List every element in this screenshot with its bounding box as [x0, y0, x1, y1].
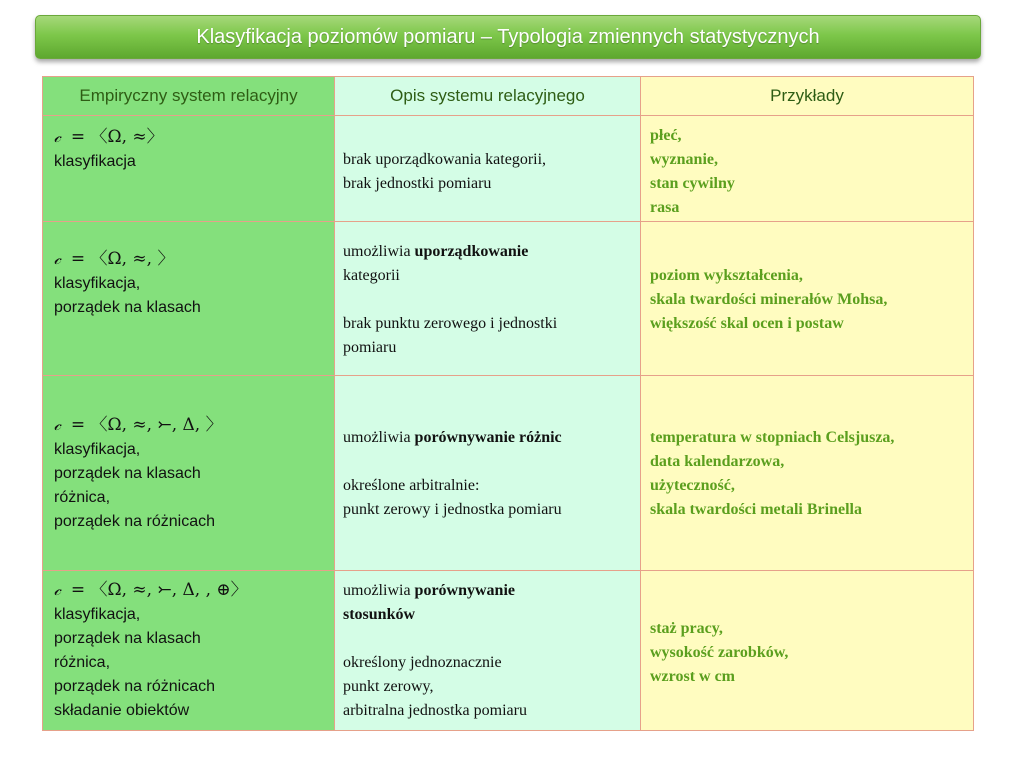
description-line: punkt zerowy i jednostka pomiaru [343, 501, 562, 518]
empirical-line: klasyfikacja, [54, 275, 141, 292]
header-description: Opis systemu relacyjnego [335, 77, 641, 116]
empirical-cell [43, 222, 335, 376]
examples-cell [641, 571, 974, 731]
example-item: staż pracy, [650, 620, 723, 637]
description-line: brak uporządkowania kategorii, [343, 151, 547, 168]
description-line: określone arbitralnie: [343, 477, 480, 494]
example-item: poziom wykształcenia, [650, 267, 803, 284]
empirical-line: różnica, [54, 654, 111, 671]
example-item: rasa [650, 199, 680, 216]
empirical-line: porządek na klasach [54, 465, 201, 482]
description-line: umożliwia uporządkowanie [343, 243, 529, 260]
slide-title: Klasyfikacja poziomów pomiaru – Typologia zmiennych statystycznych [196, 25, 820, 48]
description-cell [335, 376, 641, 571]
description-cell [335, 222, 641, 376]
empirical-line: klasyfikacja [54, 153, 136, 170]
empirical-line: porządek na klasach [54, 630, 201, 647]
empirical-line: porządek na różnicach [54, 513, 215, 530]
relational-system-formula: 𝒸 = 〈Ω, ≈, 〉 [54, 249, 175, 269]
table-row-ordinal [43, 222, 974, 376]
examples-cell [641, 376, 974, 571]
relational-system-formula: 𝒸 = 〈Ω, ≈, ⤚, Δ, 〉 [54, 415, 223, 435]
description-line: arbitralna jednostka pomiaru [343, 702, 527, 719]
empirical-line: porządek na klasach [54, 299, 201, 316]
empirical-cell [43, 376, 335, 571]
example-item: płeć, [650, 127, 682, 144]
measurement-levels-table [42, 76, 974, 731]
empirical-line: składanie obiektów [54, 702, 190, 719]
example-item: wysokość zarobków, [650, 644, 789, 661]
description-line: określony jednoznacznie [343, 654, 502, 671]
examples-cell [641, 222, 974, 376]
example-item: większość skal ocen i postaw [650, 315, 844, 332]
table-row-ratio [43, 571, 974, 731]
examples-cell [641, 116, 974, 222]
header-empirical-system: Empiryczny system relacyjny [43, 77, 335, 116]
empirical-cell [43, 116, 335, 222]
description-line: brak jednostki pomiaru [343, 175, 492, 192]
example-item: stan cywilny [650, 175, 735, 192]
slide-title-bar [35, 15, 981, 59]
empirical-line: klasyfikacja, [54, 606, 141, 623]
example-item: temperatura w stopniach Celsjusza, [650, 429, 895, 446]
description-line: brak punktu zerowego i jednostki [343, 315, 558, 332]
empirical-cell [43, 571, 335, 731]
description-line: umożliwia porównywanie różnic [343, 429, 562, 446]
description-line: umożliwia porównywanie [343, 582, 515, 599]
description-line: punkt zerowy, [343, 678, 434, 695]
example-item: skala twardości minerałów Mohsa, [650, 291, 888, 308]
description-cell [335, 571, 641, 731]
header-examples: Przykłady [641, 77, 974, 116]
example-item: skala twardości metali Brinella [650, 501, 862, 518]
table-row-nominal [43, 116, 974, 222]
description-cell [335, 116, 641, 222]
empirical-line: klasyfikacja, [54, 441, 141, 458]
description-line: stosunków [343, 606, 416, 623]
relational-system-formula: 𝒸 = 〈Ω, ≈〉 [54, 127, 164, 147]
example-item: wzrost w cm [650, 668, 736, 685]
relational-system-formula: 𝒸 = 〈Ω, ≈, ⤚, Δ, , ⊕〉 [54, 580, 248, 600]
header-row [43, 77, 974, 116]
empirical-line: różnica, [54, 489, 111, 506]
example-item: data kalendarzowa, [650, 453, 785, 470]
example-item: wyznanie, [650, 151, 718, 168]
description-line: kategorii [343, 267, 400, 284]
table-row-interval [43, 376, 974, 571]
description-line: pomiaru [343, 339, 397, 356]
example-item: użyteczność, [650, 477, 735, 494]
empirical-line: porządek na różnicach [54, 678, 215, 695]
